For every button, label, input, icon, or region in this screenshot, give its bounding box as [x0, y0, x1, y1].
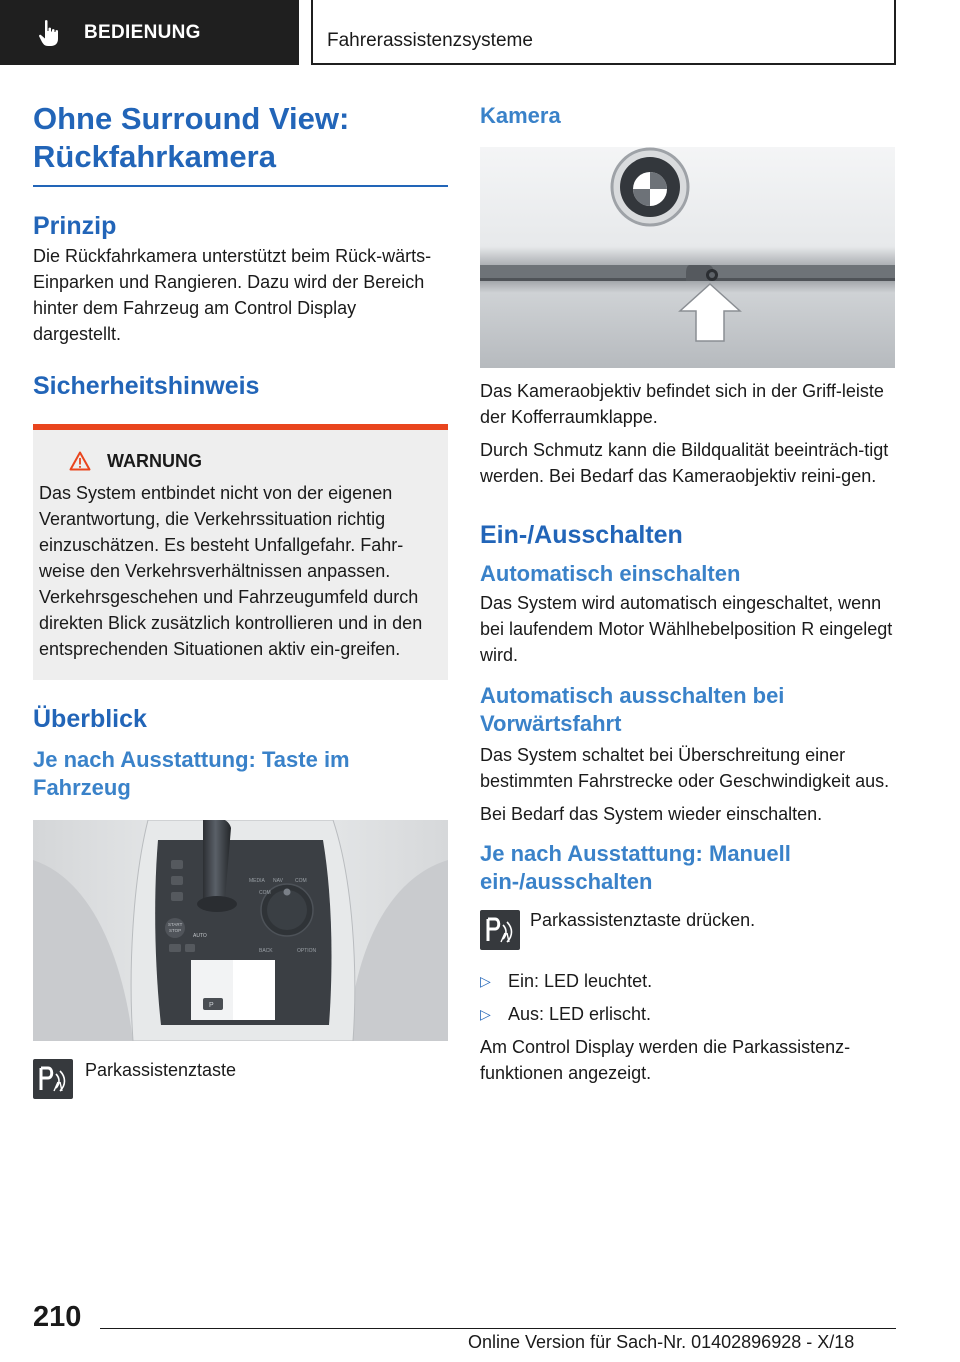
auto-off-heading: Automatisch ausschalten bei Vorwärtsfahrt	[480, 683, 785, 736]
list-item: ▷ Ein: LED leuchtet.	[480, 968, 895, 994]
page-title: Ohne Surround View: Rückfahrkamera	[33, 101, 350, 174]
com-label: COM	[295, 878, 307, 884]
safety-heading: Sicherheitshinweis	[33, 372, 260, 400]
option-label: OPTION	[297, 948, 317, 954]
warning-text: Das System entbindet nicht von der eigenen Verantwortung, die Verkehrssituation richtig einzuschätzen. Es besteht Unfallgefahr. Fahr-weise den Verkehrsverhältnissen anpassen. Verkehrsgeschehen und Fahrzeugumfeld durch direkten Blick zusätzlich kontrollieren und in den entsprechenden Situationen aktiv ein-greifen.	[39, 483, 423, 659]
back-label: BACK	[259, 948, 273, 954]
warning-triangle-icon	[69, 451, 91, 471]
center-console-illustration	[33, 820, 448, 1041]
stop-label: STOP	[169, 928, 182, 933]
auto-on-heading: Automatisch einschalten	[480, 561, 741, 586]
chapter-tab	[311, 0, 896, 65]
list-item: ▷ Aus: LED erlischt.	[480, 1001, 895, 1027]
hand-pointer-icon	[38, 19, 60, 47]
status-list	[480, 968, 895, 1027]
principle-text: Die Rückfahrkamera unterstützt beim Rück-wärts-Einparken und Rangieren. Dazu wird der Bereich hinter dem Fahrzeug am Control Display dargestellt.	[33, 246, 432, 344]
section-tab	[0, 0, 299, 65]
start-label: START	[168, 922, 183, 927]
page-number: 210	[33, 1301, 82, 1333]
park-assist-icon	[480, 910, 520, 950]
manual-instruction	[480, 910, 895, 950]
manual-heading: Je nach Ausstattung: Manuell ein-/ausschalten	[480, 841, 791, 894]
auto-on-text: Das System wird automatisch eingeschaltet, wenn bei laufendem Motor Wählhebelposition R eingelegt wird.	[480, 593, 893, 665]
auto-label: AUTO	[193, 933, 207, 939]
onoff-heading: Ein-/Ausschalten	[480, 521, 683, 549]
camera-text-2: Durch Schmutz kann die Bildqualität beeinträch-tigt werden. Bei Bedarf das Kameraobjektiv reini-gen.	[480, 440, 889, 486]
manual-instruction-text: Parkassistenztaste drücken.	[530, 910, 756, 930]
title-rule	[33, 185, 448, 187]
park-assist-caption-text: Parkassistenztaste	[85, 1060, 237, 1080]
auto-off-text-2: Bei Bedarf das System wieder einschalten.	[480, 804, 823, 824]
warning-header	[39, 448, 438, 474]
camera-heading: Kamera	[480, 103, 561, 128]
auto-off-text-1: Das System schaltet bei Überschreitung einer bestimmten Fahrstrecke oder Geschwindigkeit aus.	[480, 745, 890, 791]
park-assist-caption	[33, 1059, 448, 1099]
warning-box	[33, 424, 448, 680]
left-column	[33, 100, 448, 1099]
bullet-triangle-icon: ▷	[480, 1006, 491, 1022]
bullet-triangle-icon: ▷	[480, 973, 491, 989]
trunk-camera-illustration	[480, 147, 895, 368]
footer-version: Online Version für Sach-Nr. 01402896928 - X/18	[468, 1332, 855, 1352]
final-text: Am Control Display werden die Parkassistenz-funktionen angezeigt.	[480, 1037, 851, 1083]
park-assist-icon	[33, 1059, 73, 1099]
principle-heading: Prinzip	[33, 212, 117, 240]
p-label: P	[209, 1002, 214, 1009]
com-label-2: COM	[259, 890, 271, 896]
overview-heading: Überblick	[33, 705, 147, 733]
console-photo	[33, 820, 448, 1041]
footer-rule	[100, 1328, 896, 1329]
button-heading: Je nach Ausstattung: Taste im Fahrzeug	[33, 747, 350, 800]
warning-title: WARNUNG	[107, 451, 202, 471]
camera-photo	[480, 147, 895, 368]
section-label: BEDIENUNG	[84, 21, 201, 43]
camera-text-1: Das Kameraobjektiv befindet sich in der Griff-leiste der Kofferraumklappe.	[480, 381, 884, 427]
nav-label: NAV	[273, 878, 283, 884]
right-column	[480, 102, 895, 1086]
chapter-label: Fahrerassistenzsysteme	[327, 30, 533, 51]
media-label: MEDIA	[249, 878, 265, 884]
